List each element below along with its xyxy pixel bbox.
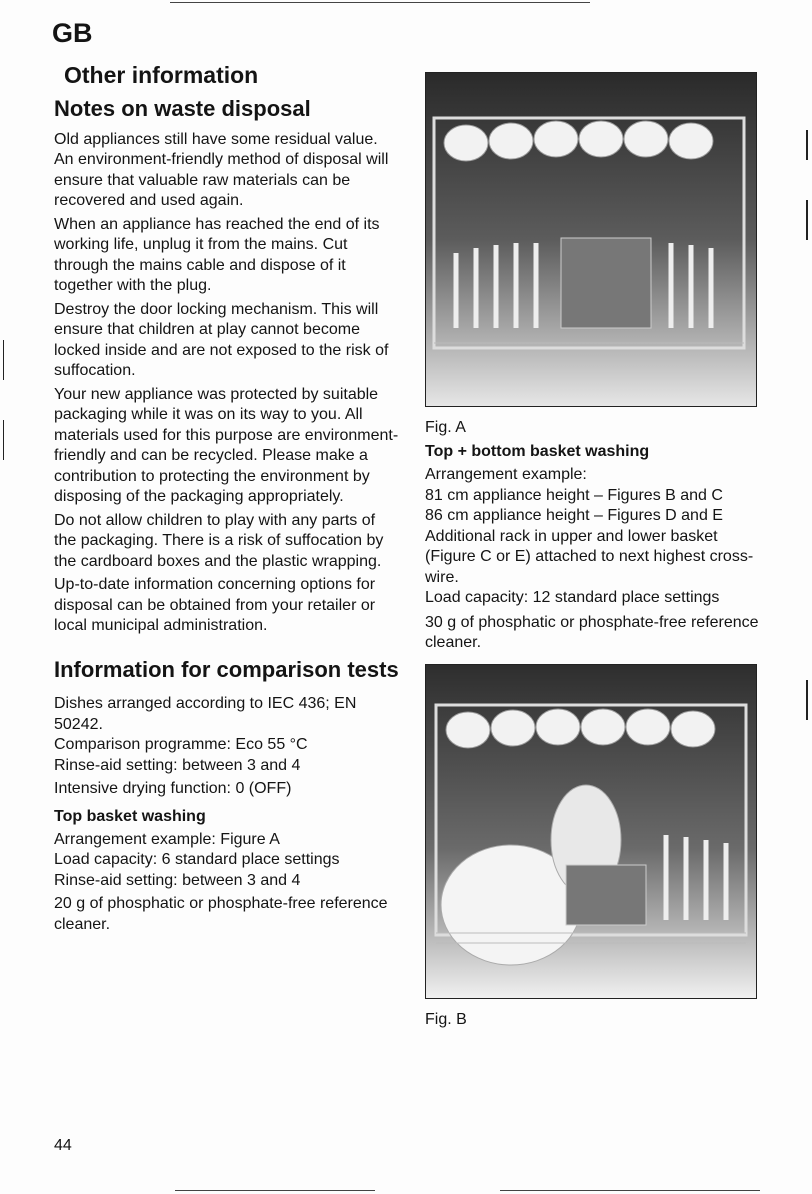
right-edge-mark (806, 200, 808, 240)
waste-paragraph-2: When an appliance has reached the end of its working life, unplug it from the mains. Cut through the mains cable and dispose of it together with the plug. (54, 215, 380, 295)
dish-rack-image-b (426, 665, 756, 998)
figure-b-photo (425, 664, 757, 999)
top-basket-line-2: Load capacity: 6 standard place settings (54, 851, 340, 869)
comparison-line-2: Comparison programme: Eco 55 °C (54, 736, 308, 754)
drying-function-line: Intensive drying function: 0 (OFF) (54, 780, 292, 798)
left-edge-mark (3, 420, 4, 460)
page-title: Other information (64, 62, 259, 88)
language-code: GB (52, 18, 93, 48)
figure-a-caption: Fig. A (425, 419, 466, 436)
right-edge-mark (806, 130, 808, 160)
top-basket-line-3: Rinse-aid setting: between 3 and 4 (54, 871, 301, 889)
right-column (425, 72, 760, 1035)
right-edge-mark (806, 680, 808, 720)
waste-paragraph-1: Old appliances still have some residual value. An environment-friendly method of disposal will ensure that valuable raw materials can be recovered and used again. (54, 130, 389, 210)
figure-a-photo (425, 72, 757, 407)
waste-paragraph-6: Up-to-date information concerning options for disposal can be obtained from your retailer or local municipal administration. (54, 576, 376, 635)
figure-b-caption: Fig. B (425, 1010, 467, 1028)
tb-line-1: Arrangement example: (425, 466, 587, 483)
top-bottom-basket-heading: Top + bottom basket washing (425, 443, 650, 460)
left-edge-mark (3, 340, 4, 380)
comparison-tests-heading: Information for comparison tests (54, 656, 399, 682)
comparison-line-1: Dishes arranged according to IEC 436; EN 50242. (54, 695, 357, 733)
bottom-edge-mark (175, 1190, 375, 1191)
bottom-edge-mark (500, 1190, 760, 1191)
tb-line-2: 81 cm appliance height – Figures B and C (425, 486, 723, 504)
left-column (54, 62, 399, 938)
tb-line-3: 86 cm appliance height – Figures D and E (425, 507, 723, 524)
top-basket-line-1: Arrangement example: Figure A (54, 830, 280, 848)
tb-line-4: Additional rack in upper and lower basket (Figure C or E) attached to next highest cross-wire. (425, 527, 754, 586)
top-edge-mark (170, 2, 590, 3)
tb-line-5: Load capacity: 12 standard place settings (425, 589, 720, 606)
dish-rack-image-a (426, 73, 756, 406)
tb-cleaner: 30 g of phosphatic or phosphate-free reference cleaner. (425, 613, 759, 651)
waste-disposal-heading: Notes on waste disposal (54, 96, 311, 121)
waste-paragraph-3: Destroy the door locking mechanism. This will ensure that children at play cannot become locked inside and are not exposed to the risk of suffocation. (54, 300, 389, 380)
page-number: 44 (54, 1137, 72, 1154)
waste-paragraph-5: Do not allow children to play with any parts of the packaging. There is a risk of suffocation by the cardboard boxes and the plastic wrapping. (54, 511, 384, 570)
top-basket-cleaner: 20 g of phosphatic or phosphate-free reference cleaner. (54, 895, 388, 933)
comparison-line-3: Rinse-aid setting: between 3 and 4 (54, 756, 301, 774)
waste-paragraph-4: Your new appliance was protected by suitable packaging while it was on its way to you. All materials used for this purpose are environment-friendly and can be recycled. Please make a contribution to protecting the environment by disposing of the packaging appropriately. (54, 385, 399, 506)
top-basket-heading: Top basket washing (54, 807, 206, 825)
